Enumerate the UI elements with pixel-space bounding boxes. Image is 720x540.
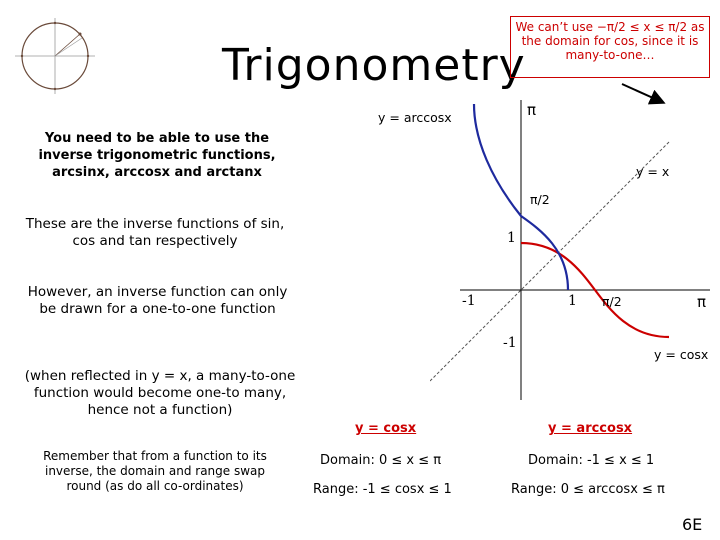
- line-y-equals-x: [430, 141, 670, 381]
- pi-half-x-label: π/2: [602, 294, 622, 309]
- arccos-heading: y = arccosx: [548, 421, 633, 436]
- figure-number: 6E: [682, 515, 703, 534]
- y-equals-x-label: y = x: [636, 164, 670, 179]
- reflection-text: (when reflected in y = x, a many-to-one function would become one-to many, hence not a function): [24, 368, 296, 418]
- intro-text: You need to be able to use the inverse trigonometric functions, arcsinx, arccosx and arctanx: [38, 131, 276, 180]
- unit-circle-thumbnail: [10, 12, 100, 100]
- domain-range-text: Remember that from a function to its inverse, the domain and range swap round (as do all co-ordinates): [43, 449, 267, 493]
- inverse-functions-text: These are the inverse functions of sin, cos and tan respectively: [25, 216, 285, 249]
- cos-heading: y = cosx: [355, 421, 417, 436]
- arccos-domain: Domain: -1 ≤ x ≤ 1: [528, 453, 655, 468]
- one-y-label: 1: [507, 230, 516, 246]
- one-to-one-text: However, an inverse function can only be drawn for a one-to-one function: [27, 284, 288, 317]
- one-x-label: 1: [568, 293, 577, 309]
- domain-note: We can’t use −π/2 ≤ x ≤ π/2 as the domain for cos, since it is many-to-one…: [510, 16, 710, 78]
- neg-one-y-label: -1: [503, 335, 517, 351]
- cos-label: y = cosx: [654, 347, 709, 362]
- page-title: Trigonometry: [222, 40, 526, 91]
- pi-y-label: π: [527, 101, 537, 119]
- pi-half-y-label: π/2: [530, 192, 550, 207]
- cos-domain: Domain: 0 ≤ x ≤ π: [320, 453, 442, 468]
- neg-one-x-label: -1: [462, 293, 476, 309]
- cos-range: Range: -1 ≤ cosx ≤ 1: [313, 482, 452, 497]
- arccos-range: Range: 0 ≤ arccosx ≤ π: [511, 482, 665, 497]
- arccos-label: y = arccosx: [378, 110, 452, 125]
- pi-x-label: π: [697, 293, 707, 311]
